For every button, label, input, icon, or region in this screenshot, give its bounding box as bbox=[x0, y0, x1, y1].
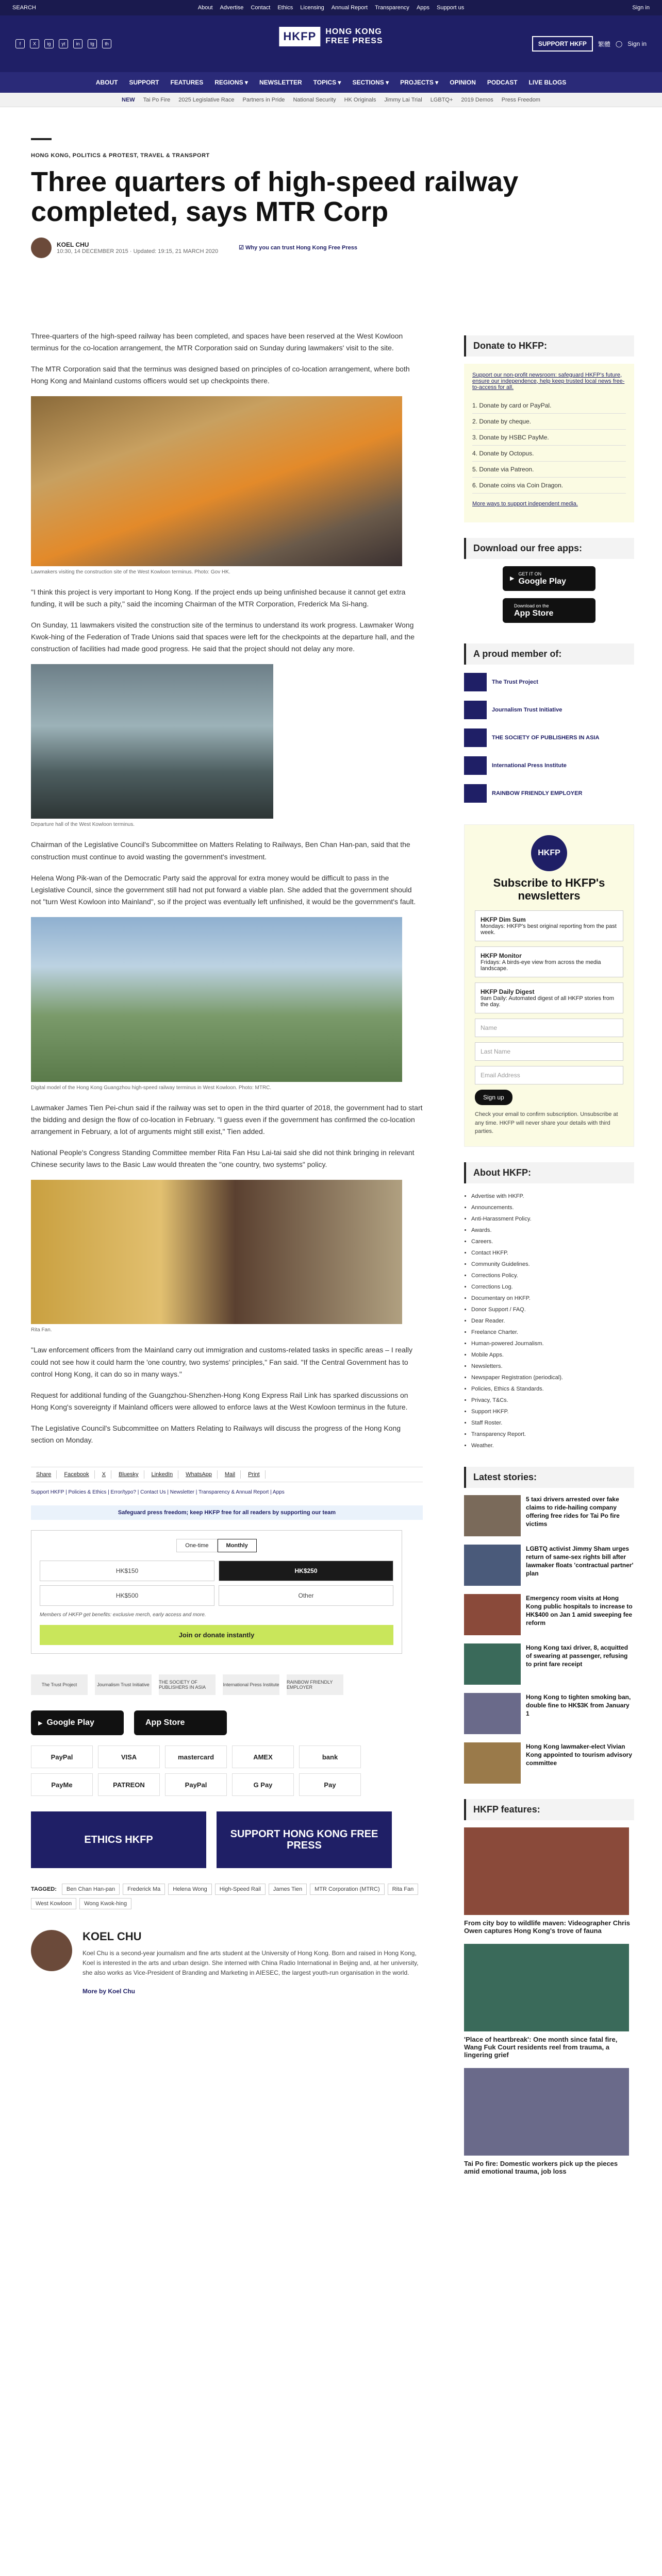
feature-image[interactable] bbox=[464, 1944, 629, 2031]
story-title[interactable]: Hong Kong taxi driver, 8, acquitted of swearing at passenger, refusing to print fare receipt bbox=[526, 1643, 628, 1668]
member-logo-mark bbox=[464, 784, 487, 803]
top-link[interactable]: Transparency bbox=[375, 5, 409, 11]
features-list bbox=[464, 1827, 634, 2175]
author-bio: Koel Chu is a second-year journalism and fine arts student at the University of Hong Kong. Born and raised in Hong Kong, Koel is interested in the arts and urban design. She interned with China Radio International in Beijing and, at her university, she also works as Vice-President of Branding and Marketing in AIESEC, the largest youth-run organisation in the world. bbox=[82, 1950, 419, 1977]
paragraph: Lawmaker James Tien Pei-chun said if the railway was set to open in the third quarter of 2018, the government had to start the bidding and design the flow of co-location in February. "I guess even if the government has confirmed the co-location arrangement in February, a lot of arguments might still exist," Tien added. bbox=[31, 1103, 423, 1136]
about-item[interactable]: • Community Guidelines. bbox=[471, 1259, 634, 1270]
member-logo[interactable] bbox=[464, 700, 634, 720]
top-link[interactable]: Licensing bbox=[300, 5, 324, 11]
tag-chip[interactable]: Helena Wong bbox=[168, 1884, 211, 1895]
member-logo-mark bbox=[464, 673, 487, 691]
ipi-logo[interactable]: International Press Institute bbox=[223, 1674, 279, 1695]
story-thumbnail[interactable] bbox=[464, 1693, 521, 1734]
paragraph: The Legislative Council's Subcommittee on Matters Relating to Railways will discuss the progress of the Hong Kong section on Monday. bbox=[31, 1423, 401, 1444]
sidebar-app-store[interactable]: Download on the App Store bbox=[503, 598, 595, 623]
latest-title: Latest stories: bbox=[464, 1467, 634, 1488]
member-name: Journalism Trust Initiative bbox=[492, 706, 562, 713]
caption: Lawmakers visiting the construction site of the West Kowloon terminus. Photo: Gov HK. bbox=[31, 569, 230, 575]
story-title[interactable]: Hong Kong to tighten smoking ban, double fine to HK$3K from January 1 bbox=[526, 1693, 631, 1718]
payment-logo[interactable]: AMEX bbox=[232, 1745, 294, 1768]
article-date: 10:30, 14 DECEMBER 2015 · Updated: 19:15, 21 MARCH 2020 bbox=[57, 248, 219, 255]
story-title[interactable]: Emergency room visits at Hong Kong public hospitals to increase to HK$400 on Jan 1 amid sweeping fee reform bbox=[526, 1594, 633, 1627]
about-item[interactable]: • Privacy, T&Cs. bbox=[471, 1395, 634, 1406]
top-link[interactable]: Support us bbox=[437, 5, 465, 11]
top-link[interactable]: Ethics bbox=[277, 5, 293, 11]
share-link[interactable]: LinkedIn bbox=[146, 1470, 179, 1479]
nav-item[interactable]: PODCAST bbox=[487, 79, 518, 86]
last-name-field[interactable]: Last Name bbox=[475, 1042, 623, 1061]
about-title: About HKFP: bbox=[464, 1162, 634, 1183]
about-item[interactable]: • Announcements. bbox=[471, 1202, 634, 1213]
donate-title: Donate to HKFP: bbox=[464, 335, 634, 357]
content-area bbox=[0, 258, 662, 2576]
tag-chip[interactable]: Ben Chan Han-pan bbox=[62, 1884, 120, 1895]
about-item[interactable]: • Dear Reader. bbox=[471, 1315, 634, 1327]
category-bar bbox=[31, 138, 210, 159]
share-link[interactable]: Bluesky bbox=[113, 1470, 144, 1479]
language-link[interactable]: 繁體 bbox=[598, 40, 610, 48]
feature-story[interactable] bbox=[464, 1944, 634, 2059]
newsletter-option-desc: Mondays: HKFP's best original reporting from the past week. bbox=[481, 923, 617, 936]
features-title: HKFP features: bbox=[464, 1799, 634, 1820]
subnav-item[interactable]: LGBTQ+ bbox=[430, 96, 453, 103]
nav-item[interactable]: NEWSLETTER bbox=[259, 79, 302, 86]
about-item[interactable]: • Staff Roster. bbox=[471, 1417, 634, 1429]
story-title[interactable]: 5 taxi drivers arrested over fake claims to ride-hailing company offering free rides for Tai Po fire victims bbox=[526, 1495, 620, 1528]
article-body bbox=[31, 330, 423, 1995]
sidebar-google-play[interactable]: ▶ GET IT ON Google Play bbox=[503, 566, 595, 591]
social-icon[interactable]: yt bbox=[59, 39, 68, 48]
newsletter-logo: HKFP bbox=[531, 835, 567, 871]
member-logo[interactable] bbox=[464, 783, 634, 804]
byline bbox=[31, 238, 631, 258]
share-link[interactable]: Share bbox=[31, 1470, 57, 1479]
amount-option[interactable]: HK$500 bbox=[40, 1585, 214, 1606]
author-box-name[interactable]: KOEL CHU bbox=[82, 1930, 142, 1943]
photo-departure-hall[interactable] bbox=[31, 664, 273, 819]
amount-option[interactable]: HK$150 bbox=[40, 1561, 214, 1581]
subnav-item[interactable]: National Security bbox=[293, 96, 336, 103]
newsletter-title: Subscribe to HKFP's newsletters bbox=[493, 876, 605, 902]
about-item[interactable]: • Newsletters. bbox=[471, 1361, 634, 1372]
about-item[interactable]: • Weather. bbox=[471, 1440, 634, 1451]
play-icon: ▶ bbox=[38, 1720, 43, 1726]
payment-logo[interactable]: PATREON bbox=[98, 1773, 160, 1796]
photo-lawmakers-site[interactable] bbox=[31, 396, 402, 566]
support-banner[interactable]: SUPPORT HONG KONG FREE PRESS bbox=[217, 1811, 392, 1868]
newsletter-option[interactable] bbox=[475, 910, 623, 941]
jti-logo[interactable]: Journalism Trust Initiative bbox=[95, 1674, 152, 1695]
subnav-item[interactable]: Jimmy Lai Trial bbox=[384, 96, 422, 103]
about-item[interactable]: • Human-powered Journalism. bbox=[471, 1338, 634, 1349]
story-thumbnail[interactable] bbox=[464, 1545, 521, 1586]
about-item[interactable]: • Advertise with HKFP. bbox=[471, 1191, 634, 1202]
newsletter-option-name: HKFP Dim Sum bbox=[481, 916, 526, 924]
top-sign-in[interactable]: Sign in bbox=[632, 5, 650, 11]
trust-link[interactable] bbox=[239, 244, 357, 251]
story-title[interactable]: LGBTQ activist Jimmy Sham urges return of same-sex rights bill after lawmaker floats 'contractual partner' plan bbox=[526, 1545, 634, 1578]
photo-terminus-model[interactable] bbox=[31, 917, 402, 1082]
member-name: International Press Institute bbox=[492, 762, 567, 769]
newsletter-note: Check your email to confirm subscription. Unsubscribe at any time. HKFP will never share your details with third parties. bbox=[475, 1111, 618, 1135]
about-item[interactable]: • Newspaper Registration (periodical). bbox=[471, 1372, 634, 1383]
article-title: Three quarters of high-speed railway completed, says MTR Corp bbox=[31, 166, 519, 228]
article-categories[interactable]: HONG KONG, POLITICS & PROTEST, TRAVEL & TRANSPORT bbox=[31, 152, 210, 159]
safeguard-banner[interactable]: Safeguard press freedom; keep HKFP free for all readers by supporting our team bbox=[31, 1505, 423, 1520]
member-name: THE SOCIETY OF PUBLISHERS IN ASIA bbox=[492, 734, 600, 741]
author-name[interactable]: KOEL CHU bbox=[57, 241, 89, 248]
amount-option-selected[interactable]: HK$250 bbox=[219, 1561, 393, 1581]
donate-option[interactable]: 6. Donate coins via Coin Dragon. bbox=[472, 478, 626, 494]
latest-story[interactable] bbox=[464, 1693, 634, 1734]
nav-item[interactable]: SUPPORT bbox=[129, 79, 159, 86]
apps-title: Download our free apps: bbox=[464, 538, 634, 559]
latest-story[interactable] bbox=[464, 1594, 634, 1635]
social-icon[interactable]: f bbox=[15, 39, 25, 48]
trust-text: Why you can trust Hong Kong Free Press bbox=[245, 245, 357, 251]
member-logo[interactable] bbox=[464, 672, 634, 692]
feature-image[interactable] bbox=[464, 2068, 629, 2156]
donate-option[interactable]: 4. Donate by Octopus. bbox=[472, 446, 626, 462]
nav-item[interactable]: FEATURES bbox=[170, 79, 204, 86]
about-item[interactable]: • Mobile Apps. bbox=[471, 1349, 634, 1361]
newsletter-box bbox=[464, 824, 634, 1147]
more-ways-link[interactable]: More ways to support independent media. bbox=[472, 500, 578, 507]
newsletter-option-name: HKFP Daily Digest bbox=[481, 988, 535, 996]
top-link[interactable]: Annual Report bbox=[331, 5, 368, 11]
about-item[interactable]: • Support HKFP. bbox=[471, 1406, 634, 1417]
about-item[interactable]: • Careers. bbox=[471, 1236, 634, 1247]
caption: Digital model of the Hong Kong Guangzhou high-speed railway terminus in West Kowloon. Photo: MTRC. bbox=[31, 1084, 272, 1091]
story-thumbnail[interactable] bbox=[464, 1643, 521, 1685]
tag-chip[interactable]: High-Speed Rail bbox=[215, 1884, 266, 1895]
join-donate-button[interactable]: Join or donate instantly bbox=[40, 1625, 393, 1645]
paragraph: National People's Congress Standing Committee member Rita Fan Hsu Lai-tai said she did not think bringing in relevant Chinese security laws to the Basic Law would threaten the "one country, two systems" policy. bbox=[31, 1148, 415, 1169]
paragraph: "Law enforcement officers from the Mainland carry out immigration and customs-related tasks in specific areas – I really could not see how it could harm the 'one country, two systems' principles," Fan said. "If the Central Government has to control Hong Kong, it can do so in many ways." bbox=[31, 1346, 413, 1378]
tag-chip[interactable]: Rita Fan bbox=[388, 1884, 419, 1895]
caption: Departure hall of the West Kowloon terminus. bbox=[31, 822, 135, 828]
social-icons bbox=[15, 39, 111, 48]
payment-logo[interactable]: mastercard bbox=[165, 1745, 227, 1768]
subnav-item[interactable]: Tai Po Fire bbox=[143, 96, 171, 103]
social-icon[interactable]: X bbox=[30, 39, 39, 48]
about-item[interactable]: • Policies, Ethics & Standards. bbox=[471, 1383, 634, 1395]
logo-mark: HKFP bbox=[279, 27, 320, 46]
donate-link[interactable]: Support our non-profit newsroom: safeguard HKFP's future, ensure our independence, help keep trusted local news free-to-access for all. bbox=[472, 371, 625, 391]
story-thumbnail[interactable] bbox=[464, 1594, 521, 1635]
member-list bbox=[464, 672, 634, 804]
trust-icon: ☑ bbox=[239, 245, 245, 251]
about-item[interactable]: • Anti-Harassment Policy. bbox=[471, 1213, 634, 1225]
nav-item[interactable]: SECTIONS ▾ bbox=[352, 79, 389, 86]
about-item[interactable]: • Transparency Report. bbox=[471, 1429, 634, 1440]
top-link[interactable]: Apps bbox=[416, 5, 430, 11]
feature-story[interactable] bbox=[464, 1827, 634, 1935]
more-by-author-link[interactable]: More by Koel Chu bbox=[82, 1987, 136, 1995]
payment-methods bbox=[31, 1745, 423, 1796]
feature-title[interactable]: 'Place of heartbreak': One month since fatal fire, Wang Fuk Court residents reel from trauma, a lingering grief bbox=[464, 2035, 618, 2059]
ethics-banner[interactable]: ETHICS HKFP bbox=[31, 1811, 206, 1868]
newsletter-option-name: HKFP Monitor bbox=[481, 952, 522, 960]
paragraph: On Sunday, 11 lawmakers visited the construction site of the terminus to understand its work progress. Lawmaker Wong Kwok-hing of the Federation of Trade Unions said that spaces were left for the checkpoints at the departure hall, and the construction of facilities had made good progress. He said that the project should not delay any more. bbox=[31, 621, 415, 653]
donate-option[interactable]: 3. Donate by HSBC PayMe. bbox=[472, 430, 626, 446]
payment-logo[interactable]: G Pay bbox=[232, 1773, 294, 1796]
top-links bbox=[198, 5, 464, 11]
latest-story[interactable] bbox=[464, 1643, 634, 1685]
sopa-logo[interactable]: THE SOCIETY OF PUBLISHERS IN ASIA bbox=[159, 1674, 216, 1695]
donate-box bbox=[464, 364, 634, 522]
share-link[interactable]: X bbox=[97, 1470, 111, 1479]
payment-logo[interactable]: Pay bbox=[299, 1773, 361, 1796]
about-item[interactable]: • Awards. bbox=[471, 1225, 634, 1236]
play-icon: ▶ bbox=[510, 575, 515, 582]
member-name: The Trust Project bbox=[492, 679, 538, 685]
paragraph: Helena Wong Pik-wan of the Democratic Party said the approval for extra money would be difficult to pass in the Legislative Council, since the government still had not put forward a viable plan. She added that the government should not "turn West Kowloon into Mainland", so if the project was eventually left unfinished, it would be the government's fault. bbox=[31, 873, 416, 906]
paragraph: The MTR Corporation said that the terminus was designed based on principles of co-location arrangement, where both Hong Kong and Mainland customs officers would set up checkpoints there. bbox=[31, 364, 410, 385]
member-logo-mark bbox=[464, 756, 487, 775]
member-name: RAINBOW FRIENDLY EMPLOYER bbox=[492, 790, 583, 796]
member-logo-mark bbox=[464, 728, 487, 747]
about-item[interactable]: • Documentary on HKFP. bbox=[471, 1293, 634, 1304]
footer-links[interactable]: Support HKFP | Policies & Ethics | Error/typo? | Contact Us | Newsletter | Transparency & Annual Report | Apps bbox=[31, 1489, 285, 1496]
site-header bbox=[0, 15, 662, 72]
subnav-item[interactable]: HK Originals bbox=[344, 96, 376, 103]
subnav-item[interactable]: Partners in Pride bbox=[242, 96, 285, 103]
nav-item[interactable]: REGIONS ▾ bbox=[214, 79, 248, 86]
about-item[interactable]: • Donor Support / FAQ. bbox=[471, 1304, 634, 1315]
tag-chip[interactable]: West Kowloon bbox=[31, 1898, 76, 1909]
latest-story[interactable] bbox=[464, 1742, 634, 1784]
app-store-badge[interactable]: App Store bbox=[134, 1710, 227, 1735]
social-icon[interactable]: ig bbox=[44, 39, 54, 48]
newsletter-option[interactable] bbox=[475, 946, 623, 977]
feature-title[interactable]: Tai Po fire: Domestic workers pick up the pieces amid emotional trauma, job loss bbox=[464, 2159, 618, 2175]
subnav-item[interactable]: 2019 Demos bbox=[461, 96, 493, 103]
caption: Rita Fan. bbox=[31, 1327, 52, 1333]
tag-chip[interactable]: James Tien bbox=[269, 1884, 307, 1895]
share-link[interactable]: WhatsApp bbox=[180, 1470, 218, 1479]
rainbow-logo[interactable]: RAINBOW FRIENDLY EMPLOYER bbox=[287, 1674, 343, 1695]
trust-project-logo[interactable]: The Trust Project bbox=[31, 1674, 88, 1695]
latest-story[interactable] bbox=[464, 1495, 634, 1536]
paragraph: Three-quarters of the high-speed railway has been completed, and spaces have been reserved at the West Kowloon terminus for the co-location arrangement, the MTR Corporation said on Sunday during lawmakers' visit to the site. bbox=[31, 331, 403, 352]
sign-up-button[interactable]: Sign up bbox=[475, 1090, 512, 1105]
top-utility-bar bbox=[0, 0, 662, 15]
paragraph: Request for additional funding of the Guangzhou-Shenzhen-Hong Kong Express Rail Link has sparked discussions on Hong Kong's sovereignty if Mainland officers were allowed to enforce laws at the West Kowloon terminus in the future. bbox=[31, 1391, 408, 1411]
member-logo[interactable] bbox=[464, 727, 634, 748]
social-icon[interactable]: tg bbox=[88, 39, 97, 48]
app-badges bbox=[31, 1710, 423, 1735]
top-link[interactable]: About bbox=[197, 5, 213, 11]
about-item[interactable]: • Corrections Log. bbox=[471, 1281, 634, 1293]
email-field[interactable]: Email Address bbox=[475, 1066, 623, 1084]
member-logo[interactable] bbox=[464, 755, 634, 776]
feature-image[interactable] bbox=[464, 1827, 629, 1915]
nav-item[interactable]: ABOUT bbox=[95, 79, 118, 86]
donate-note: Members of HKFP get benefits: exclusive merch, early access and more. bbox=[40, 1612, 206, 1618]
donate-option[interactable]: 5. Donate via Patreon. bbox=[472, 462, 626, 478]
payment-logo[interactable]: VISA bbox=[98, 1745, 160, 1768]
tag-chip[interactable]: Wong Kwok-hing bbox=[79, 1898, 131, 1909]
nav-item[interactable]: TOPICS ▾ bbox=[313, 79, 341, 86]
site-logo[interactable] bbox=[279, 27, 383, 46]
payment-logo[interactable]: PayPal bbox=[165, 1773, 227, 1796]
article-header bbox=[0, 138, 662, 258]
share-link[interactable]: Facebook bbox=[59, 1470, 94, 1479]
nav-item[interactable]: OPINION bbox=[450, 79, 476, 86]
promo-banners bbox=[31, 1811, 423, 1868]
logo-text-2: FREE PRESS bbox=[325, 37, 383, 45]
about-item[interactable]: • Corrections Policy. bbox=[471, 1270, 634, 1281]
subnav-item[interactable]: Press Freedom bbox=[501, 96, 540, 103]
logo-text-1: HONG KONG bbox=[325, 27, 382, 37]
name-field[interactable]: Name bbox=[475, 1019, 623, 1037]
nav-item[interactable]: PROJECTS ▾ bbox=[400, 79, 439, 86]
one-time-toggle[interactable]: One-time bbox=[176, 1539, 217, 1552]
monthly-toggle[interactable]: Monthly bbox=[218, 1539, 257, 1552]
tags-row bbox=[31, 1884, 423, 1909]
latest-story[interactable] bbox=[464, 1545, 634, 1586]
newsletter-option-desc: Fridays: A birds-eye view from across the media landscape. bbox=[481, 959, 601, 972]
social-icon[interactable]: in bbox=[73, 39, 82, 48]
member-title: A proud member of: bbox=[464, 643, 634, 665]
photo-rita-fan[interactable] bbox=[31, 1180, 402, 1324]
about-item[interactable]: • Freelance Charter. bbox=[471, 1327, 634, 1338]
newsletter-option-desc: 9am Daily: Automated digest of all HKFP stories from the day. bbox=[481, 995, 615, 1008]
author-box bbox=[31, 1930, 423, 1995]
payment-logo[interactable]: PayMe bbox=[31, 1773, 93, 1796]
member-logo-mark bbox=[464, 701, 487, 719]
main-nav bbox=[0, 72, 662, 93]
share-link[interactable]: Mail bbox=[220, 1470, 241, 1479]
donate-widget bbox=[31, 1530, 402, 1654]
sidebar-app-badges bbox=[464, 566, 634, 623]
nav-item[interactable]: LIVE BLOGS bbox=[528, 79, 567, 86]
paragraph: "I think this project is very important to Hong Kong. If the project ends up being unfinished because it cannot get extra funding, it will be such a pity," said the incoming Chairman of the MTR Corporation, Frederick Ma Si-hang. bbox=[31, 588, 406, 608]
feature-story[interactable] bbox=[464, 2068, 634, 2175]
sidebar bbox=[464, 335, 634, 2184]
author-box-avatar[interactable] bbox=[31, 1930, 72, 1971]
share-link[interactable]: Print bbox=[243, 1470, 266, 1479]
tags-label: TAGGED: bbox=[31, 1886, 57, 1893]
member-logos-row bbox=[31, 1674, 423, 1695]
story-title[interactable]: Hong Kong lawmaker-elect Vivian Kong appointed to tourism advisory committee bbox=[526, 1742, 633, 1767]
about-list bbox=[464, 1191, 634, 1451]
paragraph: Chairman of the Legislative Council's Subcommittee on Matters Relating to Railways, Ben Chan Han-pan, said that the construction must continue to avoid wasting the government's investment. bbox=[31, 840, 410, 861]
top-link[interactable]: Advertise bbox=[220, 5, 244, 11]
subnav-item[interactable]: 2025 Legislative Race bbox=[178, 96, 235, 103]
top-link[interactable]: Contact bbox=[251, 5, 271, 11]
story-thumbnail[interactable] bbox=[464, 1742, 521, 1784]
donate-option[interactable]: 1. Donate by card or PayPal. bbox=[472, 398, 626, 414]
social-icon[interactable]: th bbox=[102, 39, 111, 48]
support-hkfp-button[interactable]: SUPPORT HKFP bbox=[532, 36, 593, 52]
newsletter-option[interactable] bbox=[475, 982, 623, 1013]
latest-list bbox=[464, 1495, 634, 1784]
author-avatar[interactable] bbox=[31, 238, 52, 258]
amount-option[interactable]: Other bbox=[219, 1585, 393, 1606]
share-bar bbox=[31, 1467, 423, 1482]
payment-logo[interactable]: PayPal bbox=[31, 1745, 93, 1768]
feature-title[interactable]: From city boy to wildlife maven: Videographer Chris Owen captures Hong Kong's trove of fauna bbox=[464, 1919, 630, 1935]
donate-option[interactable]: 2. Donate by cheque. bbox=[472, 414, 626, 430]
new-label: NEW bbox=[122, 96, 135, 103]
about-item[interactable]: • Contact HKFP. bbox=[471, 1247, 634, 1259]
search-link[interactable]: SEARCH bbox=[12, 5, 36, 11]
tag-chip[interactable]: MTR Corporation (MTRC) bbox=[310, 1884, 385, 1895]
tag-chip[interactable]: Frederick Ma bbox=[123, 1884, 165, 1895]
sub-nav bbox=[0, 93, 662, 107]
story-thumbnail[interactable] bbox=[464, 1495, 521, 1536]
google-play-badge[interactable]: ▶ Google Play bbox=[31, 1710, 124, 1735]
user-icon[interactable]: ◯ bbox=[615, 40, 623, 47]
sign-in-link[interactable]: Sign in bbox=[627, 40, 647, 47]
payment-logo[interactable]: bank bbox=[299, 1745, 361, 1768]
